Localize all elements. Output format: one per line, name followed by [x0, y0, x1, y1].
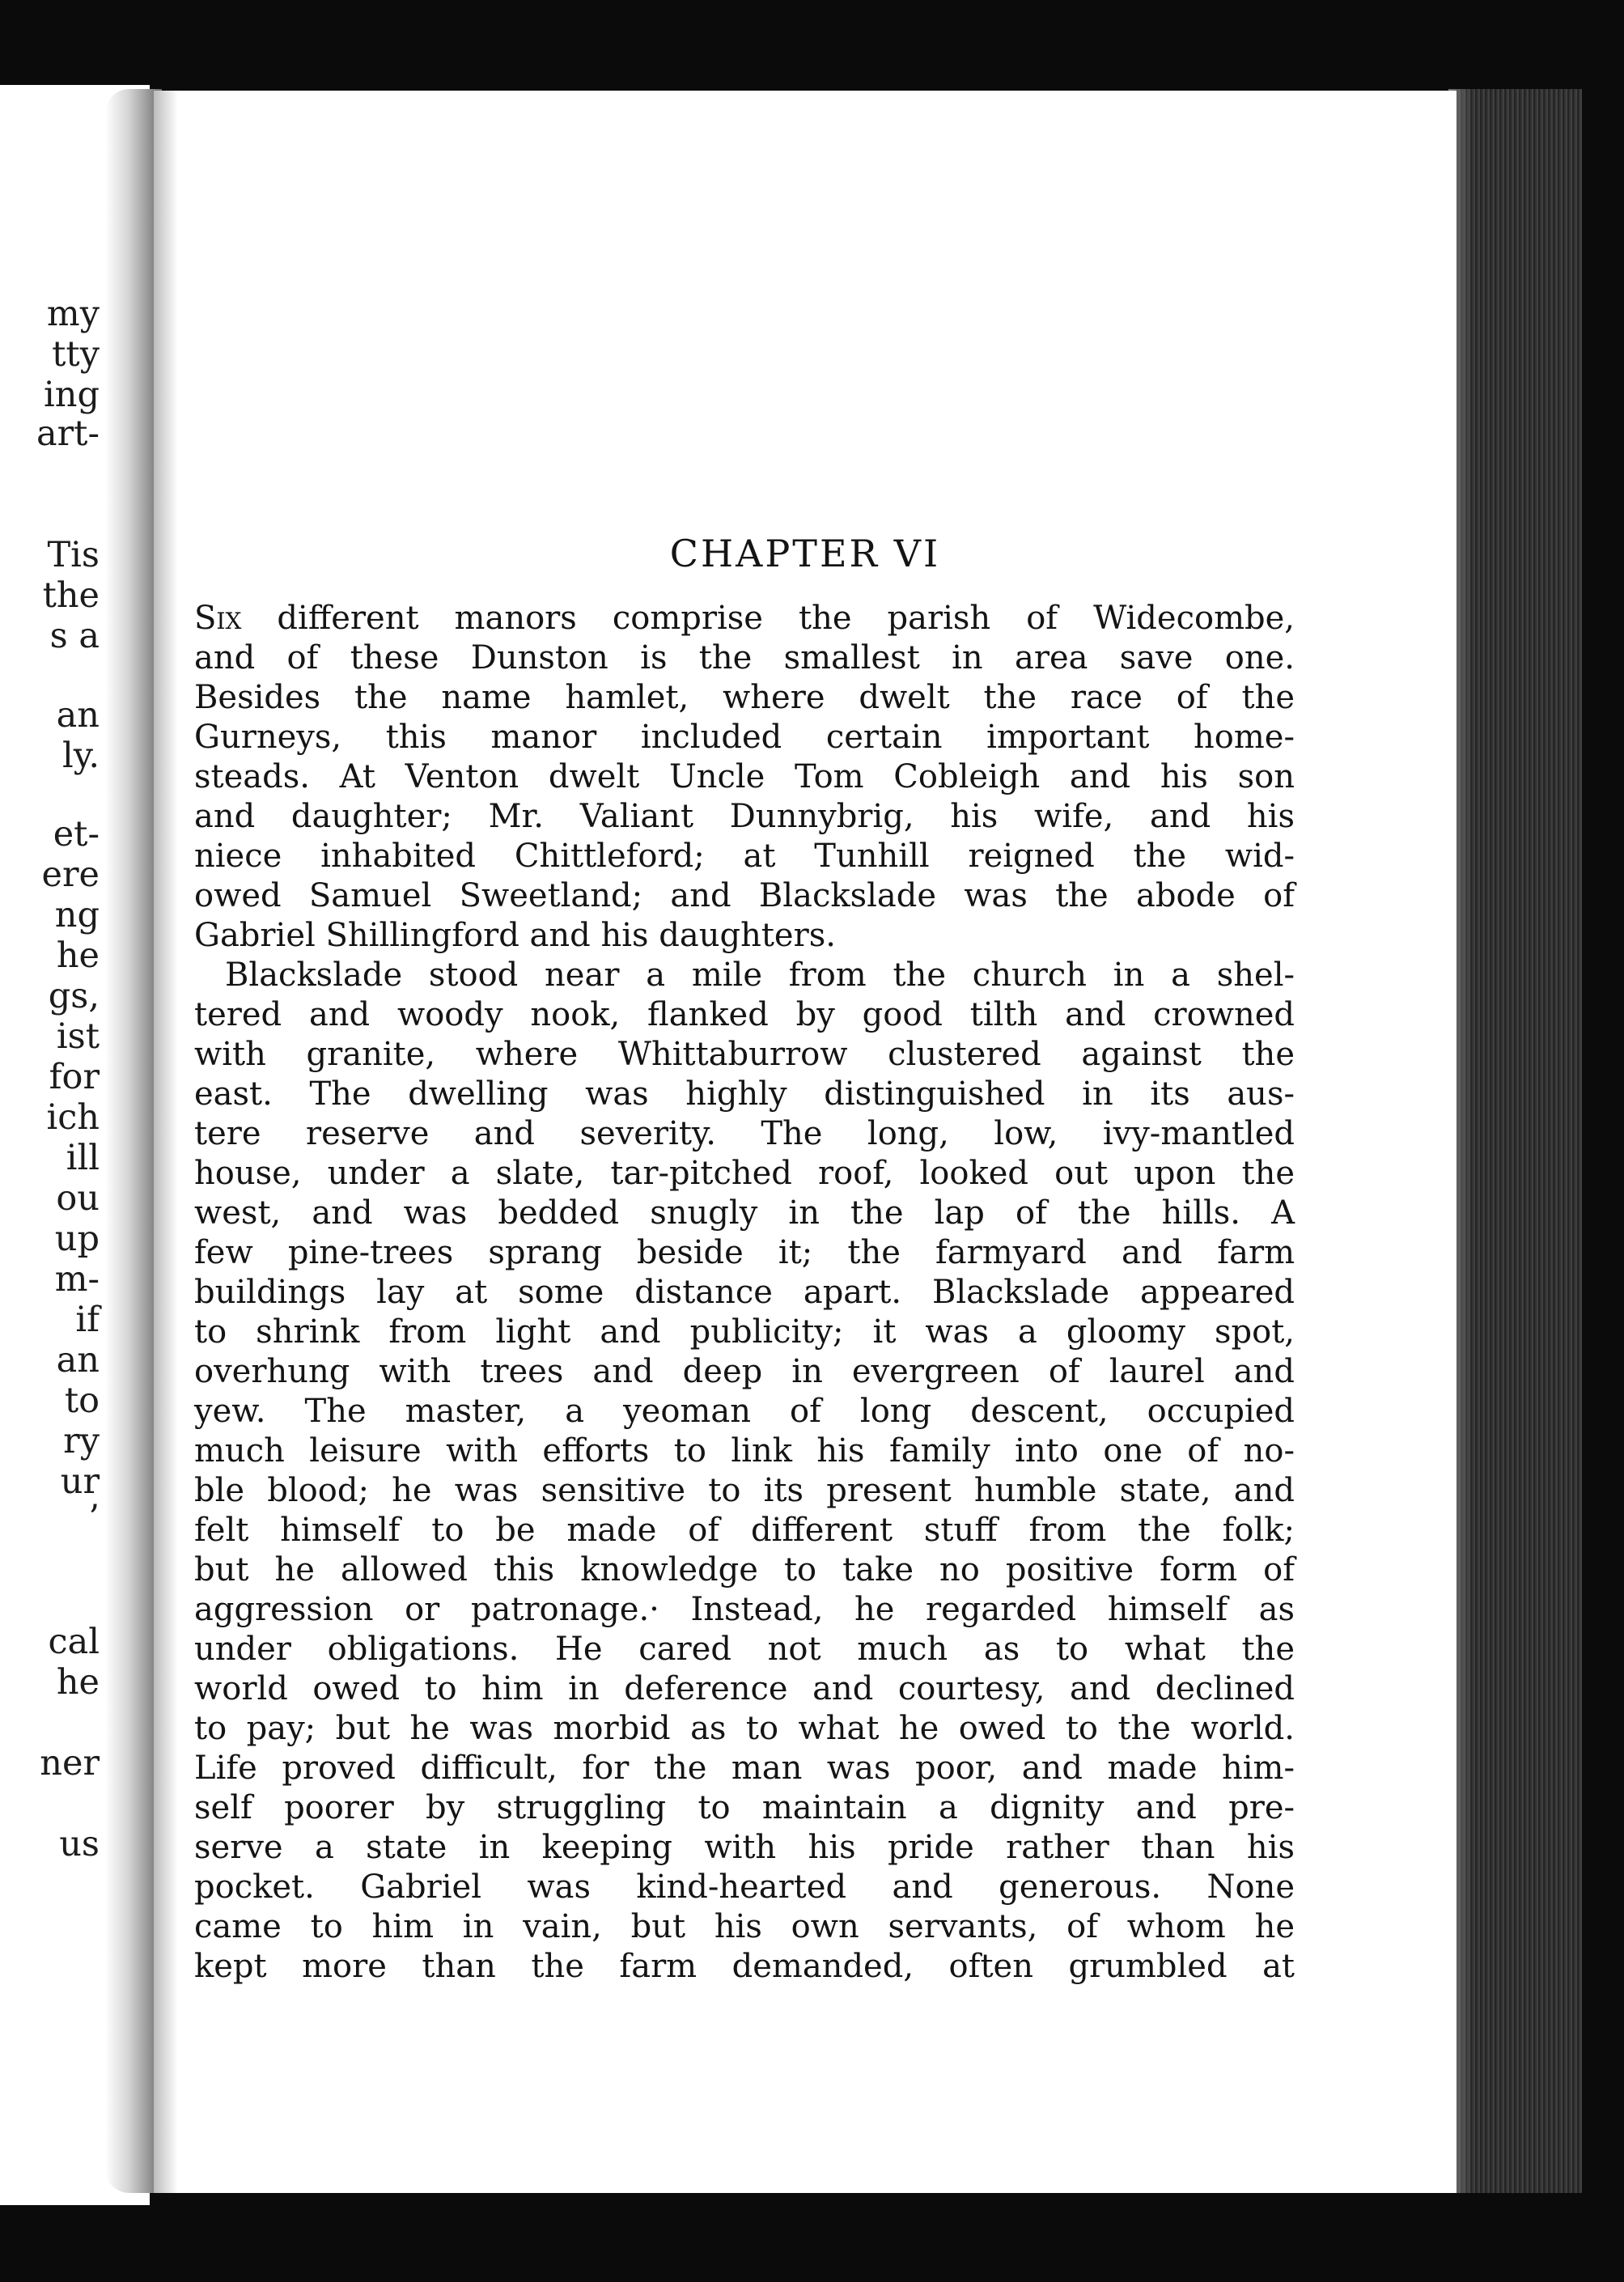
previous-page-line: s a	[49, 616, 100, 656]
previous-page-line: ry	[63, 1421, 100, 1461]
previous-page-line: et-	[53, 814, 100, 855]
body-text-line-rest: different manors comprise the parish of Widecombe,	[241, 600, 1295, 637]
previous-page-line: ist	[56, 1016, 100, 1057]
body-text-line: Gurneys, this manor included certain important home-	[194, 719, 1295, 756]
body-text-line: but he allowed this knowledge to take no positive form of	[194, 1551, 1295, 1588]
body-text-line: overhung with trees and deep in evergreen of laurel and	[194, 1353, 1295, 1390]
body-text-line: serve a state in keeping with his pride rather than his	[194, 1829, 1295, 1866]
body-text-line: aggression or patronage.· Instead, he regarded himself as	[194, 1591, 1295, 1628]
body-text-line: kept more than the farm demanded, often grumbled at	[194, 1948, 1295, 1985]
previous-page-line: up	[54, 1219, 100, 1259]
body-text-line: steads. At Venton dwelt Uncle Tom Cobleigh and his son	[194, 758, 1295, 795]
body-text-line: self poorer by struggling to maintain a dignity and pre-	[194, 1789, 1295, 1826]
previous-page-line: art-	[36, 414, 100, 454]
previous-page-line: ou	[56, 1178, 100, 1219]
previous-page-line: us	[59, 1824, 100, 1864]
page-gutter-shadow	[154, 91, 178, 2193]
previous-page-line: ng	[54, 895, 100, 935]
book-page	[154, 91, 1457, 2193]
previous-page-line: ill	[66, 1138, 100, 1178]
previous-page-line: an	[56, 695, 100, 736]
body-text-line: owed Samuel Sweetland; and Blackslade was the abode of	[194, 877, 1295, 914]
previous-page-line: ’	[88, 1498, 100, 1538]
previous-page-line: cal	[48, 1622, 100, 1662]
previous-page-line: ich	[46, 1097, 100, 1138]
previous-page-line: m-	[54, 1259, 100, 1300]
body-text-line: and of these Dunston is the smallest in area save one.	[194, 639, 1295, 677]
body-text-line: Gabriel Shillingford and his daughters.	[194, 917, 836, 954]
body-text-line: east. The dwelling was highly distinguished in its aus-	[194, 1075, 1295, 1113]
body-text-line: felt himself to be made of different stuff from the folk;	[194, 1512, 1295, 1549]
body-text-line: to shrink from light and publicity; it was a gloomy spot,	[194, 1313, 1295, 1351]
body-text-line: under obligations. He cared not much as to what the	[194, 1631, 1295, 1668]
previous-page-line: for	[49, 1057, 100, 1097]
body-text-line: ble blood; he was sensitive to its present humble state, and	[194, 1472, 1295, 1509]
previous-page-line: ing	[44, 375, 100, 415]
body-text-line: pocket. Gabriel was kind-hearted and generous. None	[194, 1868, 1295, 1906]
previous-page-line: the	[42, 575, 100, 616]
body-text-line: buildings lay at some distance apart. Blackslade appeared	[194, 1274, 1295, 1311]
body-text-line: world owed to him in deference and courtesy, and declined	[194, 1670, 1295, 1707]
body-text-line	[194, 600, 1295, 637]
body-text-line: Besides the name hamlet, where dwelt the race of the	[194, 679, 1295, 716]
previous-page-line: ere	[41, 855, 100, 895]
previous-page-line: my	[46, 294, 100, 334]
previous-page-line: he	[56, 1662, 100, 1703]
body-text-line: house, under a slate, tar-pitched roof, looked out upon the	[194, 1155, 1295, 1192]
previous-page-line: ur	[60, 1461, 100, 1502]
previous-page-line: gs,	[48, 976, 100, 1016]
previous-page-line: ner	[40, 1743, 100, 1784]
chapter-heading: CHAPTER VI	[669, 532, 941, 575]
body-text-line: few pine-trees sprang beside it; the farmyard and farm	[194, 1234, 1295, 1271]
body-text-line: tered and woody nook, flanked by good tilth and crowned	[194, 996, 1295, 1033]
drop-word: Six	[194, 600, 242, 637]
body-text-line: and daughter; Mr. Valiant Dunnybrig, his wife, and his	[194, 798, 1295, 835]
body-text-line: with granite, where Whittaburrow clustered against the	[194, 1036, 1295, 1073]
body-text-line: came to him in vain, but his own servants, of whom he	[194, 1908, 1295, 1945]
previous-page-line: if	[75, 1300, 100, 1340]
previous-page-line: Tis	[47, 535, 100, 575]
body-text-line: to pay; but he was morbid as to what he owed to the world.	[194, 1710, 1295, 1747]
body-text-line: Blackslade stood near a mile from the church in a shel-	[225, 956, 1295, 994]
previous-page-line: he	[56, 935, 100, 976]
previous-page-line: an	[56, 1340, 100, 1381]
body-text-line: niece inhabited Chittleford; at Tunhill reigned the wid-	[194, 838, 1295, 875]
body-text-line: tere reserve and severity. The long, low, ivy-mantled	[194, 1115, 1295, 1152]
previous-page-line: to	[64, 1381, 100, 1421]
previous-page-line: tty	[52, 334, 100, 375]
body-text-line: west, and was bedded snugly in the lap of the hills. A	[194, 1194, 1295, 1232]
body-text-line: much leisure with efforts to link his family into one of no-	[194, 1432, 1295, 1470]
body-text-line: yew. The master, a yeoman of long descent, occupied	[194, 1393, 1295, 1430]
previous-page-line: ly.	[61, 736, 100, 776]
body-text-line: Life proved difficult, for the man was poor, and made him-	[194, 1750, 1295, 1787]
